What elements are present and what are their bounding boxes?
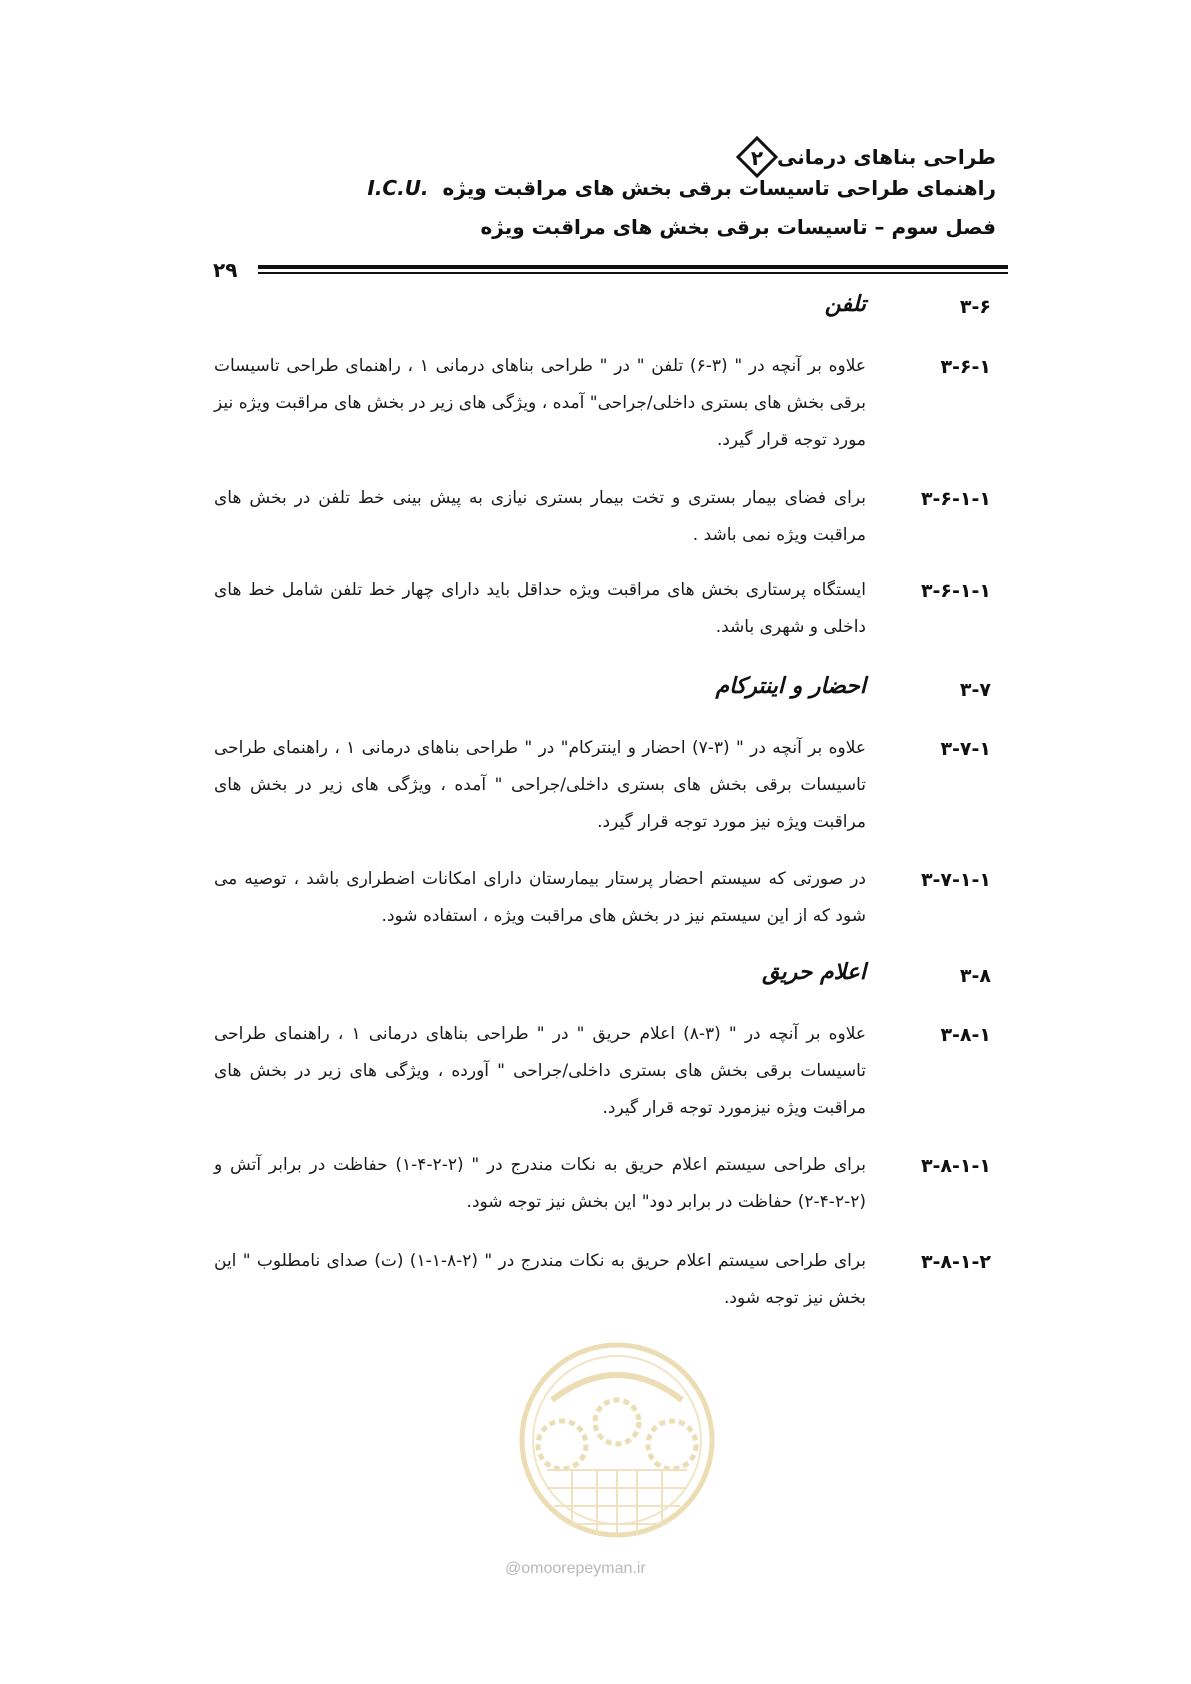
icu-abbreviation: I.C.U. xyxy=(367,176,429,200)
guide-title xyxy=(367,176,996,200)
clause-text: برای طراحی سیستم اعلام حریق به نکات مندرج در " (۲-۲-۴-۱) حفاظت در برابر آتش و (۲-۲-۴-۲) حفاظت در برابر دود" این بخش نیز توجه شود. xyxy=(214,1155,866,1212)
clause-text: ایستگاه پرستاری بخش های مراقبت ویژه حداقل باید دارای چهار خط تلفن شامل خط های داخلی و شهری باشد. xyxy=(214,580,866,637)
header-rule-thin xyxy=(258,272,1008,274)
page-number: ۲۹ xyxy=(213,258,238,282)
clause-number: ۳-۶-۱-۱ xyxy=(920,488,991,510)
clause-text: علاوه بر آنچه در " (۳-۶) تلفن " در " طراحی بناهای درمانی ۱ ، راهنمای طراحی تاسیسات برقی بخش های بستری داخلی/جراحی" آمده ، ویژگی های زیر در بخش های مراقبت ویژه نیز مورد توجه قرار گیرد. xyxy=(214,356,866,450)
volume-badge-icon xyxy=(735,135,779,179)
clause-number: ۳-۸-۱ xyxy=(940,1024,991,1046)
guide-title-text: راهنمای طراحی تاسیسات برقی بخش های مراقبت ویژه xyxy=(442,176,996,200)
section-number: ۳-۶ xyxy=(959,296,991,318)
clause-text: در صورتی که سیستم احضار پرستار بیمارستان دارای امکانات اضطراری باشد ، توصیه می شود که از این سیستم نیز در بخش های مراقبت ویژه ، استفاده شود. xyxy=(214,869,866,926)
clause-number: ۳-۸-۱-۱ xyxy=(920,1155,991,1177)
watermark-seal-icon xyxy=(492,1330,742,1650)
clause-text: برای فضای بیمار بستری و تخت بیمار بستری نیازی به پیش بینی خط تلفن در بخش های مراقبت ویژه نمی باشد . xyxy=(214,488,866,545)
clause-number: ۳-۷-۱-۱ xyxy=(920,869,991,891)
book-title xyxy=(735,135,996,179)
book-title-text: طراحی بناهای درمانی xyxy=(776,145,996,169)
watermark-site-text: @omoorepeyman.ir xyxy=(505,1560,646,1577)
clause-number: ۳-۸-۱-۲ xyxy=(920,1251,991,1273)
section-number: ۳-۸ xyxy=(959,965,991,987)
clause-number: ۳-۶-۱-۱ xyxy=(920,580,991,602)
section-title: تلفن xyxy=(824,292,866,317)
volume-badge-number: ۲ xyxy=(750,146,764,170)
clause-number: ۳-۶-۱ xyxy=(940,356,991,378)
chapter-title: فصل سوم – تاسیسات برقی بخش های مراقبت ویژه xyxy=(480,215,996,239)
clause-text: برای طراحی سیستم اعلام حریق به نکات مندرج در " (۲-۸-۱-۱) (ت) صدای نامطلوب " این بخش نیز توجه شود. xyxy=(214,1251,867,1308)
clause-text: علاوه بر آنچه در " (۳-۸) اعلام حریق " در " طراحی بناهای درمانی ۱ ، راهنمای طراحی تاسیسات برقی بخش های بستری داخلی/جراحی " آورده ، ویژگی های زیر در بخش های مراقبت ویژه نیزمورد توجه قرار گیرد. xyxy=(214,1024,866,1118)
clause-text: علاوه بر آنچه در " (۳-۷) احضار و اینترکام" در " طراحی بناهای درمانی ۱ ، راهنمای طراحی تاسیسات برقی بخش های بستری داخلی/جراحی " آمده ، ویژگی های زیر در بخش های مراقبت ویژه نیز مورد توجه قرار گیرد. xyxy=(214,738,866,832)
clause-number: ۳-۷-۱ xyxy=(940,738,991,760)
section-number: ۳-۷ xyxy=(959,679,991,701)
header-rule-thick xyxy=(258,265,1008,269)
section-title: اعلام حریق xyxy=(762,960,866,985)
section-title: احضار و اینترکام xyxy=(715,674,866,699)
